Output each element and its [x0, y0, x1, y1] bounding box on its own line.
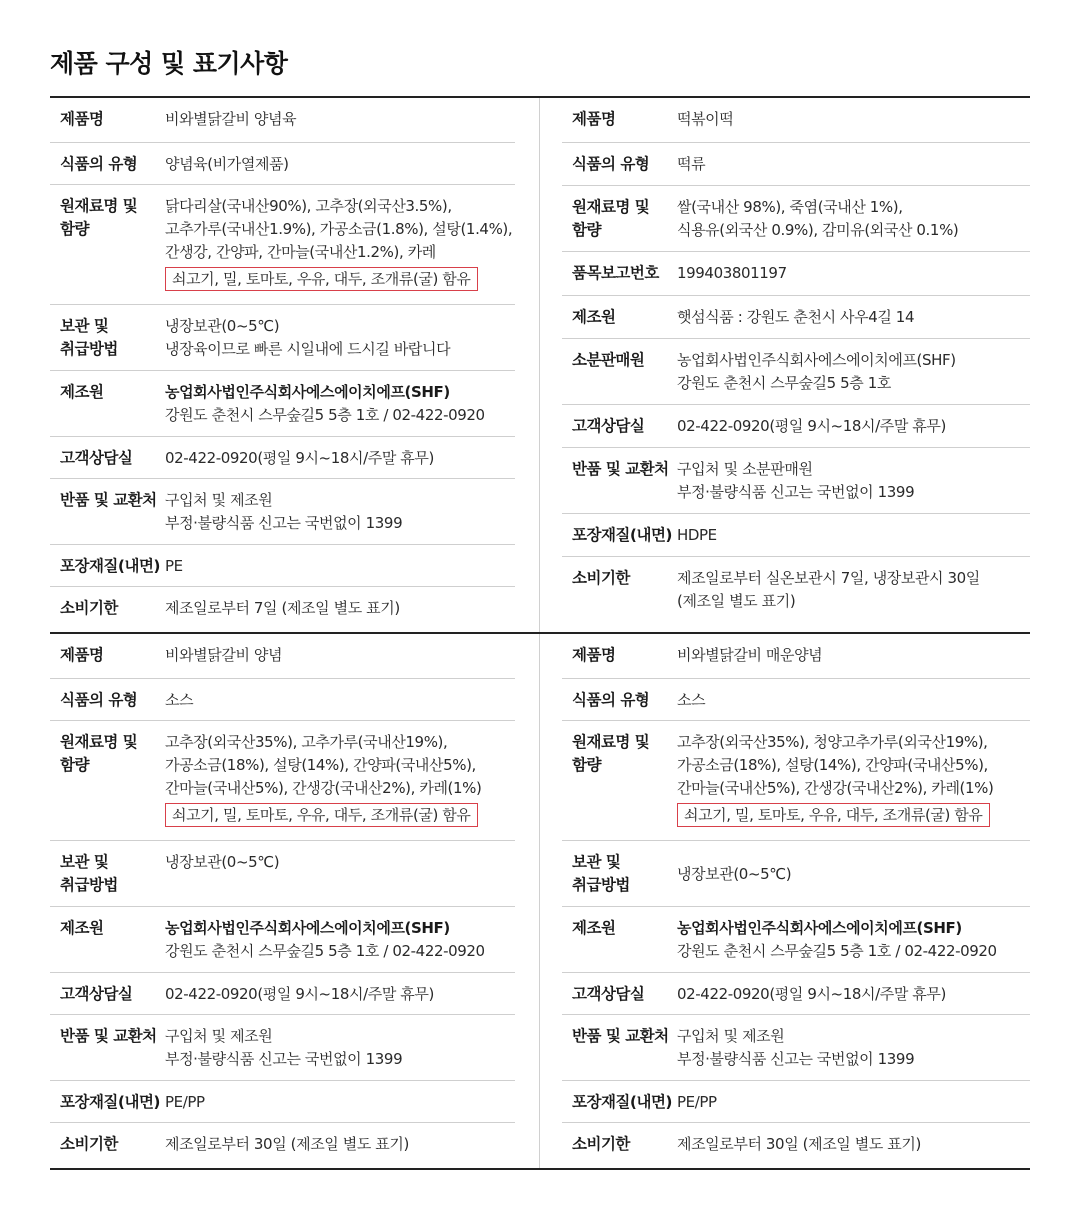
row-label-line: 취급방법 [572, 876, 630, 894]
info-row [562, 841, 1030, 907]
row-value-line: 02-422-0920(평일 9시~18시/주말 휴무) [677, 985, 946, 1003]
row-value [677, 524, 1030, 547]
info-row [50, 841, 515, 907]
row-value-line: PE/PP [677, 1093, 717, 1111]
row-label-line: 원재료명 및 [60, 197, 138, 215]
row-value-line: 양념육(비가열제품) [165, 155, 289, 173]
row-label [572, 196, 649, 242]
row-value-line: 농업회사법인주식회사에스에이치에프(SHF) [165, 919, 450, 937]
info-row [50, 907, 515, 973]
row-label-line: 제조원 [60, 919, 104, 937]
row-label [60, 108, 103, 131]
row-value [677, 567, 1030, 613]
row-value-line: 햇섬식품 : 강원도 춘천시 사우4길 14 [677, 308, 915, 326]
row-value [165, 689, 515, 712]
row-value-line: 쌀(국내산 98%), 죽염(국내산 1%), [677, 198, 903, 216]
column-divider-top [539, 98, 540, 632]
row-value-line: 02-422-0920(평일 9시~18시/주말 휴무) [165, 985, 434, 1003]
row-label [60, 644, 103, 667]
row-value-line: 냉장보관(0~5℃) [165, 853, 280, 871]
row-value-line: 간마늘(국내산5%), 간생강(국내산2%), 카레(1%) [165, 779, 482, 797]
row-label-line: 고객상담실 [572, 985, 645, 1003]
row-value-line: 농업회사법인주식회사에스에이치에프(SHF) [677, 351, 956, 369]
info-row [562, 405, 1030, 448]
row-value-line: 비와별닭갈비 양념육 [165, 110, 297, 128]
row-value [165, 983, 515, 1006]
row-label-line: 고객상담실 [60, 985, 133, 1003]
info-row [562, 98, 1030, 143]
row-label [60, 1025, 157, 1048]
row-label-line: 포장재질(내면) [572, 526, 673, 544]
row-value-line: 구입처 및 제조원 [677, 1027, 785, 1045]
row-value-line: 비와별닭갈비 매운양념 [677, 646, 823, 664]
row-value [677, 1025, 1030, 1071]
row-label [572, 983, 644, 1006]
row-value-line: 비와별닭갈비 양념 [165, 646, 283, 664]
row-value-line: 가공소금(18%), 설탕(14%), 간양파(국내산5%), [165, 756, 476, 774]
row-label-line: 식품의 유형 [60, 691, 138, 709]
row-label [60, 731, 137, 777]
info-row [50, 721, 515, 841]
row-value-line: 제조일로부터 30일 (제조일 별도 표기) [677, 1135, 921, 1153]
row-label-line: 품목보고번호 [572, 264, 659, 282]
row-label [572, 917, 615, 940]
row-label-line: 고객상담실 [60, 449, 133, 467]
row-label [60, 851, 118, 897]
row-label-line: 반품 및 교환처 [60, 491, 157, 509]
row-value-line: (제조일 별도 표기) [677, 592, 796, 610]
row-value-line: 고추가루(국내산1.9%), 가공소금(1.8%), 설탕(1.4%), [165, 220, 513, 238]
row-label-line: 함량 [572, 221, 601, 239]
row-value [165, 597, 515, 620]
row-label-line: 제품명 [60, 646, 104, 664]
row-value-line: 부정·불량식품 신고는 국번없이 1399 [165, 514, 403, 532]
info-row [562, 514, 1030, 557]
info-row [562, 448, 1030, 514]
info-row [562, 557, 1030, 623]
info-row [50, 1015, 515, 1081]
row-value-line: 제조일로부터 30일 (제조일 별도 표기) [165, 1135, 409, 1153]
info-row [562, 1015, 1030, 1081]
row-label-line: 소분판매원 [572, 351, 645, 369]
row-value [677, 153, 1030, 176]
row-label-line: 제조원 [572, 919, 616, 937]
row-label [572, 349, 644, 372]
row-value-line: 강원도 춘천시 스무숲길5 5층 1호 / 02-422-0920 [165, 406, 485, 424]
info-row [562, 1123, 1030, 1169]
row-label [60, 1091, 160, 1114]
info-row [50, 587, 515, 633]
info-row [50, 1123, 515, 1169]
row-value-line: 구입처 및 소분판매원 [677, 460, 813, 478]
row-label [60, 447, 132, 470]
allergen-notice: 쇠고기, 밀, 토마토, 우유, 대두, 조개류(굴) 함유 [165, 267, 478, 291]
row-value [165, 381, 515, 427]
info-row [562, 907, 1030, 973]
row-value-line: PE/PP [165, 1093, 205, 1111]
info-row [562, 721, 1030, 841]
row-value [165, 1133, 515, 1156]
row-value-line: 소스 [165, 691, 194, 709]
row-value [165, 555, 515, 578]
row-label-line: 제품명 [60, 110, 104, 128]
row-label-line: 취급방법 [60, 876, 118, 894]
row-value [165, 731, 515, 827]
row-value-line: 제조일로부터 7일 (제조일 별도 표기) [165, 599, 400, 617]
row-label [572, 415, 644, 438]
row-value-line: 냉장보관(0~5℃) [677, 865, 792, 883]
row-label [60, 597, 118, 620]
info-row [562, 296, 1030, 339]
row-label-line: 고객상담실 [572, 417, 645, 435]
row-value [677, 458, 1030, 504]
row-label-line: 식품의 유형 [60, 155, 138, 173]
row-value-line: 냉장보관(0~5℃) [165, 317, 280, 335]
row-value-line: HDPE [677, 526, 717, 544]
info-row [50, 973, 515, 1015]
info-row [562, 252, 1030, 296]
row-value [165, 1091, 515, 1114]
info-row [562, 1081, 1030, 1123]
row-value-line: 가공소금(18%), 설탕(14%), 간양파(국내산5%), [677, 756, 988, 774]
row-label [572, 524, 672, 547]
row-value [165, 644, 515, 667]
row-label-line: 포장재질(내면) [572, 1093, 673, 1111]
row-label [572, 262, 659, 285]
row-value-line: 부정·불량식품 신고는 국번없이 1399 [677, 1050, 915, 1068]
info-row [50, 185, 515, 305]
row-value-line: 구입처 및 제조원 [165, 1027, 273, 1045]
row-value [165, 489, 515, 535]
row-value-line: 소스 [677, 691, 706, 709]
info-row [50, 634, 515, 679]
row-label-line: 반품 및 교환처 [572, 1027, 669, 1045]
row-value-line: 강원도 춘천시 스무숲길5 5층 1호 / 02-422-0920 [165, 942, 485, 960]
row-value [677, 689, 1030, 712]
row-value [165, 195, 515, 291]
row-value-line: 제조일로부터 실온보관시 7일, 냉장보관시 30일 [677, 569, 980, 587]
row-value [677, 644, 1030, 667]
page-title: 제품 구성 및 표기사항 [50, 49, 288, 78]
row-label [572, 689, 649, 712]
row-value [677, 349, 1030, 395]
row-value [677, 262, 1030, 285]
row-value-line: 농업회사법인주식회사에스에이치에프(SHF) [677, 919, 962, 937]
info-row [562, 679, 1030, 721]
row-label [572, 851, 630, 897]
row-value [165, 108, 515, 131]
row-label-line: 제조원 [572, 308, 616, 326]
row-label [572, 108, 615, 131]
row-label-line: 소비기한 [572, 569, 630, 587]
row-value-line: 간마늘(국내산5%), 간생강(국내산2%), 카레(1%) [677, 779, 994, 797]
allergen-notice: 쇠고기, 밀, 토마토, 우유, 대두, 조개류(굴) 함유 [165, 803, 478, 827]
row-value [165, 851, 515, 874]
row-label-line: 반품 및 교환처 [60, 1027, 157, 1045]
info-row [50, 545, 515, 587]
row-label-line: 식품의 유형 [572, 155, 650, 173]
row-value [677, 1133, 1030, 1156]
row-label-line: 함량 [60, 220, 89, 238]
row-label-line: 제조원 [60, 383, 104, 401]
allergen-notice: 쇠고기, 밀, 토마토, 우유, 대두, 조개류(굴) 함유 [677, 803, 990, 827]
row-value [165, 153, 515, 176]
row-label-line: 포장재질(내면) [60, 557, 161, 575]
info-row [50, 437, 515, 479]
row-label [572, 306, 615, 329]
row-label [572, 458, 669, 481]
row-label-line: 반품 및 교환처 [572, 460, 669, 478]
row-label-line: 제품명 [572, 110, 616, 128]
row-value [677, 731, 1030, 827]
row-value [165, 1025, 515, 1071]
row-value-line: 구입처 및 제조원 [165, 491, 273, 509]
row-label-line: 보관 및 [60, 317, 109, 335]
row-value-line: 부정·불량식품 신고는 국번없이 1399 [677, 483, 915, 501]
info-row [50, 1081, 515, 1123]
row-label-line: 보관 및 [572, 853, 621, 871]
info-row [50, 479, 515, 545]
row-value [677, 1091, 1030, 1114]
row-label [60, 917, 103, 940]
row-label [572, 567, 630, 590]
row-label [60, 315, 118, 361]
row-label-line: 함량 [60, 756, 89, 774]
info-row [50, 305, 515, 371]
row-value-line: 고추장(외국산35%), 청양고추가루(외국산19%), [677, 733, 988, 751]
info-row [562, 973, 1030, 1015]
row-label-line: 소비기한 [60, 1135, 118, 1153]
row-value-line: 강원도 춘천시 스무숲길5 5층 1호 [677, 374, 891, 392]
row-value-line: PE [165, 557, 183, 575]
row-label [572, 644, 615, 667]
row-value-line: 부정·불량식품 신고는 국번없이 1399 [165, 1050, 403, 1068]
row-value-line: 199403801197 [677, 264, 787, 282]
row-value [677, 108, 1030, 131]
row-label-line: 소비기한 [60, 599, 118, 617]
row-label [60, 195, 137, 241]
row-label-line: 원재료명 및 [60, 733, 138, 751]
row-label [572, 1133, 630, 1156]
row-label-line: 취급방법 [60, 340, 118, 358]
info-row [50, 679, 515, 721]
row-value-line: 간생강, 간양파, 간마늘(국내산1.2%), 카레 [165, 243, 436, 261]
row-value-line: 고추장(외국산35%), 고추가루(국내산19%), [165, 733, 448, 751]
row-label-line: 식품의 유형 [572, 691, 650, 709]
row-label-line: 제품명 [572, 646, 616, 664]
row-label [572, 1025, 669, 1048]
row-value [677, 306, 1030, 329]
info-row [562, 339, 1030, 405]
row-value [165, 917, 515, 963]
row-label-line: 함량 [572, 756, 601, 774]
row-value [677, 863, 1030, 886]
row-value-line: 식용유(외국산 0.9%), 감미유(외국산 0.1%) [677, 221, 959, 239]
row-value-line: 02-422-0920(평일 9시~18시/주말 휴무) [677, 417, 946, 435]
row-label [60, 555, 160, 578]
row-value [165, 447, 515, 470]
row-value [165, 315, 515, 361]
info-row [50, 371, 515, 437]
row-label [572, 1091, 672, 1114]
row-label-line: 원재료명 및 [572, 198, 650, 216]
row-label [60, 381, 103, 404]
row-value-line: 떡류 [677, 155, 706, 173]
row-label [572, 153, 649, 176]
row-value-line: 강원도 춘천시 스무숲길5 5층 1호 / 02-422-0920 [677, 942, 997, 960]
row-label [60, 1133, 118, 1156]
row-label-line: 포장재질(내면) [60, 1093, 161, 1111]
row-value-line: 떡볶이떡 [677, 110, 734, 128]
row-value-line: 냉장육이므로 빠른 시일내에 드시길 바랍니다 [165, 340, 451, 358]
column-divider-bottom [539, 634, 540, 1168]
row-value-line: 농업회사법인주식회사에스에이치에프(SHF) [165, 383, 450, 401]
row-label [60, 983, 132, 1006]
info-row [562, 143, 1030, 186]
row-value [677, 917, 1030, 963]
row-value-line: 02-422-0920(평일 9시~18시/주말 휴무) [165, 449, 434, 467]
row-label-line: 소비기한 [572, 1135, 630, 1153]
row-label [60, 153, 137, 176]
row-label-line: 원재료명 및 [572, 733, 650, 751]
row-value-line: 닭다리살(국내산90%), 고추장(외국산3.5%), [165, 197, 452, 215]
row-value [677, 196, 1030, 242]
info-row [50, 98, 515, 143]
row-label [60, 489, 157, 512]
row-label [572, 731, 649, 777]
row-label-line: 보관 및 [60, 853, 109, 871]
row-value [677, 983, 1030, 1006]
info-row [562, 634, 1030, 679]
info-row [562, 186, 1030, 252]
row-label [60, 689, 137, 712]
row-value [677, 415, 1030, 438]
info-row [50, 143, 515, 185]
